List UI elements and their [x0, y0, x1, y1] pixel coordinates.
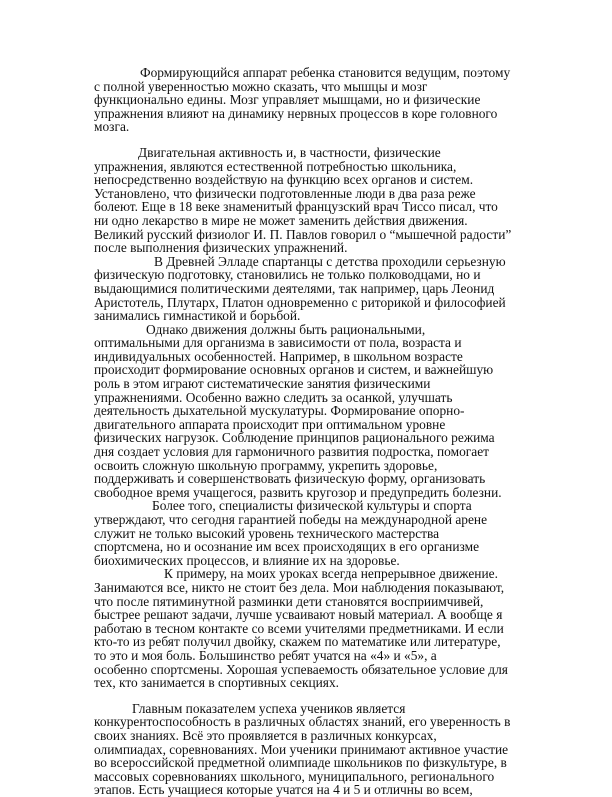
paragraph-line: свободное время учащегося, развить кругозор и предупредить болезни. [94, 484, 502, 500]
paragraph-line: упражнения, являются естественной потребностью школьника, [94, 158, 457, 174]
paragraph-line: особенно спортсмены. Хорошая успеваемость обязательное условие для [94, 661, 508, 677]
paragraph-line: дня создает условия для гармоничного развития подростка, помогает [94, 444, 490, 460]
paragraph-line: что после пятиминутной разминки дети становятся восприимчивей, [94, 593, 484, 609]
paragraph-first-line: Однако движения должны быть рациональными, [146, 321, 426, 337]
paragraph-line: освоить сложную школьную программу, укрепить здоровье, [94, 457, 438, 473]
paragraph-line: занимались гимнастикой и борьбой. [94, 308, 301, 324]
paragraph [94, 702, 524, 797]
paragraph [94, 323, 524, 500]
paragraph-line: двигательного аппарата происходит при оптимальном уровне [94, 416, 446, 432]
paragraph-line: ни одно лекарство в мире не может заменить действия движения. [94, 212, 468, 228]
paragraph-line: тех, кто занимается в спортивных секциях. [94, 675, 339, 691]
paragraph-line: Аристотель, Плутарх, Платон одновременно с риторикой и философией [94, 294, 506, 310]
paragraph-line: быстрее решают задачи, лучше усваивают новый материал. А вообще я [94, 607, 503, 623]
paragraph-line: Великий русский физиолог И. П. Павлов говорил о “мышечной радости” [94, 226, 512, 242]
paragraph-line: физическую подготовку, становились не только полководцами, но и [94, 267, 481, 283]
document-body [94, 66, 524, 797]
paragraph-line: Установлено, что физически подготовленные люди в два раза реже [94, 185, 476, 201]
paragraph-line: олимпиадах, соревнованиях. Мои ученики принимают активное участие [94, 741, 509, 757]
paragraph-line: упражнения влияют на динамику нервных процессов в коре головного [94, 105, 498, 121]
paragraph-line: физических нагрузок. Соблюдение принципов рационального режима [94, 430, 495, 446]
paragraph [94, 66, 524, 134]
paragraph-first-line: К примеру, на моих уроках всегда непрерывное движение. [164, 566, 498, 582]
paragraph-line: функционально едины. Мозг управляет мышцами, но и физические [94, 92, 481, 108]
paragraph-first-line: В Древней Элладе спартанцы с детства проходили серьезную [154, 253, 506, 269]
paragraph-line: во всероссийской предметной олимпиаде школьников по физкультуре, в [94, 755, 507, 771]
paragraph-first-line: Более того, специалисты физической культуры и спорта [152, 498, 472, 514]
paragraph-first-line: Двигательная активность и, в частности, физические [138, 144, 441, 160]
paragraph-line: болеют. Еще в 18 веке знаменитый французский врач Тиссо писал, что [94, 199, 498, 215]
paragraph-line: этапов. Есть учащиеся которые учатся на 4 и 5 и отличны во всем, [94, 782, 473, 797]
paragraph-line: с полной уверенностью можно сказать, что мышцы и мозг [94, 78, 428, 94]
paragraph-line: работаю в тесном контакте со всеми учителями предметниками. И если [94, 620, 504, 636]
paragraph-line: своих знаниях. Всё это проявляется в различных конкурсах, [94, 727, 437, 743]
paragraph-first-line: Главным показателем успеха учеников является [132, 700, 406, 716]
paragraph [94, 255, 524, 323]
paragraph-line: Занимаются все, никто не стоит без дела. Мои наблюдения показывают, [94, 579, 505, 595]
paragraph [94, 567, 524, 689]
paragraph-first-line: Формирующийся аппарат ребенка становится ведущим, поэтому [140, 65, 511, 80]
paragraph-line: оптимальными для организма в зависимости от пола, возраста и [94, 335, 462, 351]
paragraph-line: конкурентоспособность в различных областях знаний, его уверенность в [94, 714, 511, 730]
paragraph [94, 146, 524, 255]
paragraph [94, 499, 524, 567]
paragraph-line: мозга. [94, 119, 130, 135]
paragraph-spacer [94, 690, 524, 702]
paragraph-line: роль в этом играют систематические занятия физическими [94, 376, 431, 392]
paragraph-line: выдающимися политическими деятелями, так например, царь Леонид [94, 280, 495, 296]
paragraph-line: то это и моя боль. Большинство ребят учатся на «4» и «5», а [94, 647, 437, 663]
paragraph-line: кто-то из ребят получил двойку, скажем по математике или литературе, [94, 634, 501, 650]
paragraph-line: массовых соревнованиях школьного, муниципального, регионального [94, 768, 495, 784]
paragraph-line: биохимических процессов, и влияние их на здоровье. [94, 552, 400, 568]
paragraph-line: упражнениями. Особенно важно следить за осанкой, улучшать [94, 389, 453, 405]
paragraph-line: происходит формирование основных органов и систем, и важнейшую [94, 362, 494, 378]
paragraph-line: служит не только высокий уровень технического мастерства [94, 525, 440, 541]
paragraph-line: индивидуальных особенностей. Например, в школьном возрасте [94, 348, 463, 364]
paragraph-line: спортсмена, но и осознание им всех происходящих в его организме [94, 539, 480, 555]
paragraph-line: после выполнения физических упражнений. [94, 240, 348, 256]
paragraph-line: поддерживать и совершенствовать физическую форму, организовать [94, 471, 486, 487]
paragraph-line: утверждают, что сегодня гарантией победы на международной арене [94, 512, 488, 527]
paragraph-line: непосредственно воздействую на функцию всех органов и систем. [94, 172, 474, 188]
paragraph-line: деятельность дыхательной мускулатуры. Формирование опорно- [94, 403, 465, 419]
